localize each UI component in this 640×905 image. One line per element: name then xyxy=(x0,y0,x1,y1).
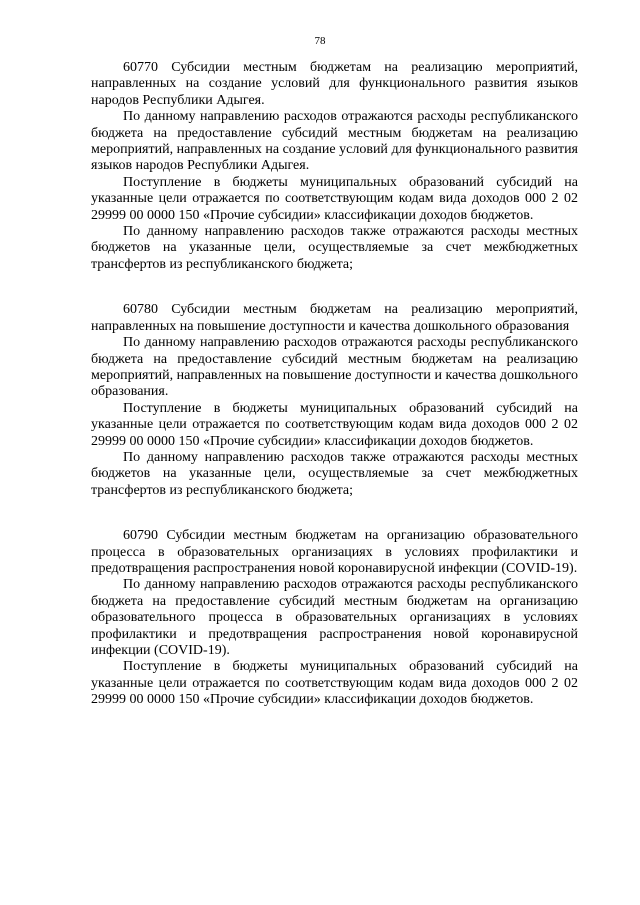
body-paragraph: Поступление в бюджеты муниципальных образований субсидий на указанные цели отражается по соответствующим кодам вида доходов 000 2 02 29999 00 0000 150 «Прочие субсидии» классификации доходов бюджетов. xyxy=(91,659,578,708)
section-60780 xyxy=(91,302,578,499)
body-paragraph: Поступление в бюджеты муниципальных образований субсидий на указанные цели отражается по соответствующим кодам вида доходов 000 2 02 29999 00 0000 150 «Прочие субсидии» классификации доходов бюджетов. xyxy=(91,174,578,223)
section-spacer xyxy=(91,273,578,302)
page-number: 78 xyxy=(314,35,326,47)
section-60770 xyxy=(91,60,578,273)
section-heading-paragraph: 60770 Субсидии местным бюджетам на реализацию мероприятий, направленных на создание условий для функционального развития языков народов Республики Адыгея. xyxy=(91,60,578,108)
section-heading-paragraph: 60790 Субсидии местным бюджетам на организацию образовательного процесса в образовательных организациях в условиях профилактики и предотвращения распространения новой коронавирусной инфекции (COVID-19). xyxy=(91,528,578,576)
section-60790 xyxy=(91,528,578,708)
body-paragraph: Поступление в бюджеты муниципальных образований субсидий на указанные цели отражается по соответствующим кодам вида доходов 000 2 02 29999 00 0000 150 «Прочие субсидии» классификации доходов бюджетов. xyxy=(91,400,578,449)
document-body xyxy=(91,60,578,709)
body-paragraph: По данному направлению расходов отражаются расходы республиканского бюджета на предоставление субсидий местным бюджетам на реализацию мероприятий, направленных на создание условий для функционального развития языков народов Республики Адыгея. xyxy=(91,109,578,174)
section-spacer xyxy=(91,499,578,528)
body-paragraph: По данному направлению расходов отражаются расходы республиканского бюджета на предоставление субсидий местным бюджетам на организацию образовательного процесса в образовательных организациях в условиях профилактики и предотвращения распространения новой коронавирусной инфекции (COVID-19). xyxy=(91,577,578,658)
body-paragraph: По данному направлению расходов отражаются расходы республиканского бюджета на предоставление субсидий местным бюджетам на реализацию мероприятий, направленных на повышение доступности и качества дошкольного образования. xyxy=(91,335,578,400)
body-paragraph: По данному направлению расходов также отражаются расходы местных бюджетов на указанные цели, осуществляемые за счет межбюджетных трансфертов из республиканского бюджета; xyxy=(91,449,578,498)
body-paragraph: По данному направлению расходов также отражаются расходы местных бюджетов на указанные цели, осуществляемые за счет межбюджетных трансфертов из республиканского бюджета; xyxy=(91,224,578,272)
section-heading-paragraph: 60780 Субсидии местным бюджетам на реализацию мероприятий, направленных на повышение доступности и качества дошкольного образования xyxy=(91,302,578,334)
